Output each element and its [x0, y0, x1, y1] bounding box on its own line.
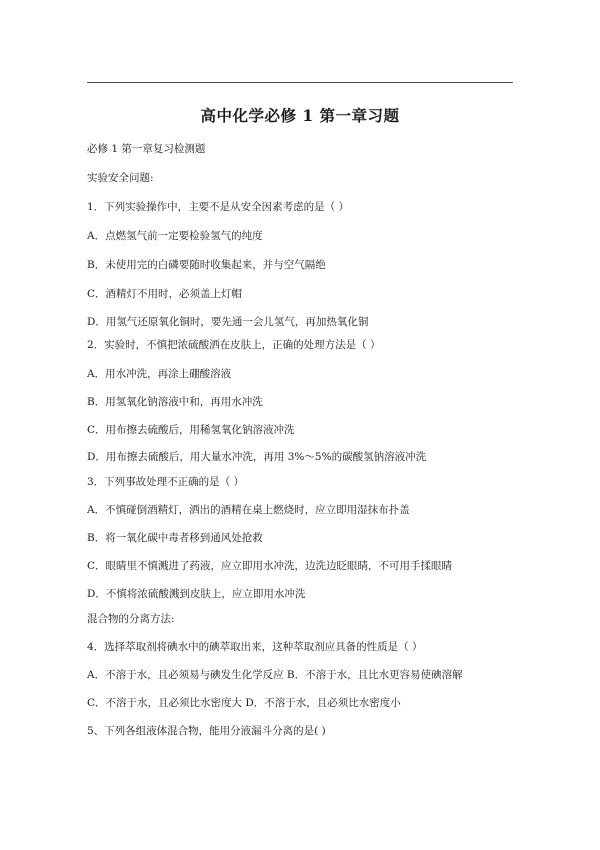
subtitle: 必修 1 第一章复习检测题: [87, 143, 206, 155]
option-1a: A．点燃氢气前一定要检验氢气的纯度: [87, 230, 263, 242]
section-heading: 混合物的分离方法:: [87, 613, 175, 625]
question-4: 4．选择萃取剂将碘水中的碘萃取出来，这种萃取剂应具备的性质是（ ）: [87, 641, 423, 653]
option-2b: B．用氢氧化钠溶液中和，再用水冲洗: [87, 396, 263, 408]
option-2d: D．用布擦去硫酸后，用大量水冲洗，再用 3%～5%的碳酸氢钠溶液冲洗: [87, 451, 427, 463]
option-2a: A．用水冲洗，再涂上硼酸溶液: [87, 368, 232, 380]
options-4ab: A．不溶于水，且必须易与碘发生化学反应 B．不溶于水，且比水更容易使碘溶解: [87, 669, 463, 681]
question-5: 5、下列各组液体混合物，能用分液漏斗分离的是( ): [87, 725, 326, 737]
option-1c: C．酒精灯不用时，必须盖上灯帽: [87, 288, 243, 300]
option-1b: B．未使用完的白磷要随时收集起来，并与空气隔绝: [87, 259, 326, 271]
option-3a: A．不慎碰倒酒精灯，洒出的酒精在桌上燃烧时，应立即用湿抹布扑盖: [87, 504, 410, 516]
question-1: 1．下列实验操作中，主要不是从安全因素考虑的是（ ）: [87, 201, 350, 213]
options-4cd: C．不溶于水，且必须比水密度大 D．不溶于水，且必须比水密度小: [87, 697, 401, 709]
option-2c: C．用布擦去硫酸后，用稀氢氧化钠溶液冲洗: [87, 424, 295, 436]
question-2: 2．实验时，不慎把浓硫酸洒在皮肤上，正确的处理方法是（ ）: [87, 339, 381, 351]
option-3d: D．不慎将浓硫酸溅到皮肤上，应立即用水冲洗: [87, 588, 306, 600]
page-title: 高中化学必修 1 第一章习题: [200, 106, 400, 125]
top-rule: [87, 82, 513, 83]
option-3c: C．眼睛里不慎溅进了药液，应立即用水冲洗，边洗边眨眼睛，不可用手揉眼睛: [87, 560, 453, 572]
question-3: 3．下列事故处理不正确的是（ ）: [87, 476, 245, 488]
option-1d: D．用氢气还原氧化铜时，要先通一会儿氢气，再加热氧化铜: [87, 316, 369, 328]
option-3b: B．将一氧化碳中毒者移到通风处抢救: [87, 532, 263, 544]
section-heading: 实验安全问题:: [87, 172, 154, 184]
